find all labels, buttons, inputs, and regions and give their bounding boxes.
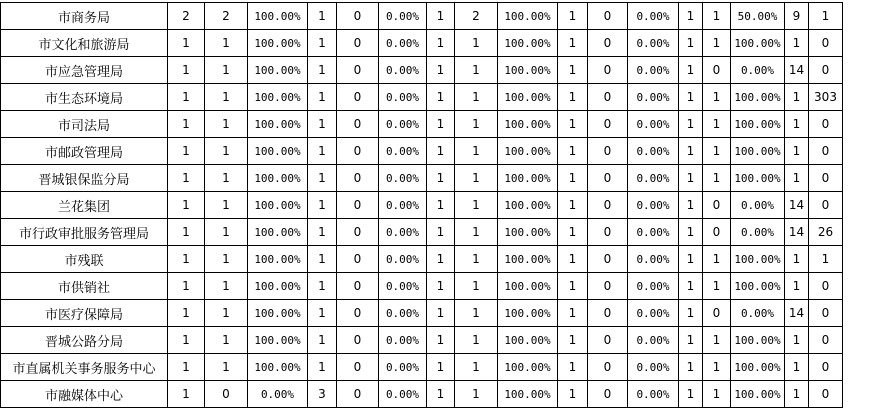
table-cell: 0.00% bbox=[379, 57, 427, 84]
table-cell: 1 bbox=[679, 354, 703, 381]
table-cell: 0.00% bbox=[379, 246, 427, 273]
unit-name-cell: 市文化和旅游局 bbox=[1, 30, 168, 57]
table-cell: 0 bbox=[337, 192, 379, 219]
table-cell: 100.00% bbox=[248, 111, 308, 138]
table-cell: 0 bbox=[703, 57, 731, 84]
unit-name-cell: 晋城公路分局 bbox=[1, 327, 168, 354]
table-cell: 100.00% bbox=[731, 165, 785, 192]
table-cell: 100.00% bbox=[248, 300, 308, 327]
table-cell: 1 bbox=[308, 273, 337, 300]
table-cell: 1 bbox=[703, 381, 731, 408]
table-cell: 2 bbox=[455, 3, 498, 30]
table-cell: 1 bbox=[703, 111, 731, 138]
table-cell: 1 bbox=[427, 246, 455, 273]
table-cell: 1 bbox=[558, 354, 588, 381]
table-cell: 1 bbox=[427, 30, 455, 57]
table-cell: 0 bbox=[588, 246, 628, 273]
unit-name-cell: 市行政审批服务管理局 bbox=[1, 219, 168, 246]
unit-name-cell: 晋城银保监分局 bbox=[1, 165, 168, 192]
table-cell: 100.00% bbox=[248, 273, 308, 300]
table-cell: 1 bbox=[785, 84, 809, 111]
table-cell: 303 bbox=[809, 84, 843, 111]
unit-name-cell: 市应急管理局 bbox=[1, 57, 168, 84]
table-cell: 0 bbox=[703, 192, 731, 219]
table-cell: 0.00% bbox=[628, 111, 679, 138]
table-cell: 1 bbox=[679, 273, 703, 300]
table-cell: 0.00% bbox=[379, 381, 427, 408]
table-cell: 0 bbox=[809, 354, 843, 381]
table-cell: 100.00% bbox=[498, 84, 558, 111]
table-cell: 9 bbox=[785, 3, 809, 30]
table-cell: 1 bbox=[679, 138, 703, 165]
table-cell: 1 bbox=[558, 300, 588, 327]
table-cell: 0 bbox=[703, 300, 731, 327]
table-cell: 0.00% bbox=[379, 327, 427, 354]
table-cell: 1 bbox=[785, 354, 809, 381]
unit-name-cell: 市邮政管理局 bbox=[1, 138, 168, 165]
table-cell: 100.00% bbox=[498, 3, 558, 30]
table-body bbox=[1, 3, 843, 408]
table-cell: 1 bbox=[679, 300, 703, 327]
table-cell: 1 bbox=[168, 246, 205, 273]
table-cell: 1 bbox=[679, 381, 703, 408]
table-cell: 1 bbox=[168, 57, 205, 84]
table-cell: 1 bbox=[168, 354, 205, 381]
table-cell: 0 bbox=[337, 84, 379, 111]
table-cell: 100.00% bbox=[498, 246, 558, 273]
table-cell: 100.00% bbox=[731, 138, 785, 165]
table-cell: 1 bbox=[308, 30, 337, 57]
table-cell: 1 bbox=[455, 381, 498, 408]
table-cell: 1 bbox=[558, 111, 588, 138]
table-row bbox=[1, 138, 843, 165]
table-cell: 1 bbox=[558, 84, 588, 111]
table-cell: 1 bbox=[205, 165, 248, 192]
table-cell: 100.00% bbox=[731, 354, 785, 381]
table-cell: 1 bbox=[679, 165, 703, 192]
table-cell: 0 bbox=[809, 57, 843, 84]
table-cell: 0 bbox=[703, 219, 731, 246]
table-cell: 1 bbox=[558, 138, 588, 165]
table-cell: 1 bbox=[455, 273, 498, 300]
table-cell: 100.00% bbox=[498, 381, 558, 408]
table-cell: 1 bbox=[205, 192, 248, 219]
table-cell: 0 bbox=[337, 246, 379, 273]
table-cell: 0.00% bbox=[379, 165, 427, 192]
table-cell: 1 bbox=[455, 138, 498, 165]
table-cell: 0.00% bbox=[731, 57, 785, 84]
table-cell: 1 bbox=[308, 165, 337, 192]
table-cell: 100.00% bbox=[248, 327, 308, 354]
table-cell: 0 bbox=[337, 381, 379, 408]
table-cell: 1 bbox=[455, 30, 498, 57]
table-cell: 1 bbox=[558, 381, 588, 408]
table-row bbox=[1, 192, 843, 219]
table-cell: 0 bbox=[337, 3, 379, 30]
table-cell: 1 bbox=[679, 327, 703, 354]
table-cell: 0 bbox=[588, 111, 628, 138]
table-cell: 0 bbox=[809, 273, 843, 300]
table-row bbox=[1, 30, 843, 57]
table-cell: 1 bbox=[679, 192, 703, 219]
table-cell: 100.00% bbox=[731, 111, 785, 138]
table-cell: 0 bbox=[588, 273, 628, 300]
table-cell: 1 bbox=[785, 111, 809, 138]
table-cell: 0.00% bbox=[379, 354, 427, 381]
table-row bbox=[1, 111, 843, 138]
table-cell: 100.00% bbox=[248, 30, 308, 57]
table-cell: 1 bbox=[168, 327, 205, 354]
table-row bbox=[1, 246, 843, 273]
table-cell: 0 bbox=[588, 192, 628, 219]
table-cell: 1 bbox=[205, 273, 248, 300]
table-cell: 0.00% bbox=[628, 354, 679, 381]
table-cell: 1 bbox=[558, 165, 588, 192]
table-cell: 1 bbox=[785, 165, 809, 192]
table-cell: 1 bbox=[205, 84, 248, 111]
table-cell: 1 bbox=[558, 246, 588, 273]
table-cell: 1 bbox=[205, 354, 248, 381]
table-cell: 1 bbox=[308, 84, 337, 111]
table-cell: 1 bbox=[558, 57, 588, 84]
table-cell: 100.00% bbox=[248, 165, 308, 192]
table-row bbox=[1, 354, 843, 381]
unit-name-cell: 市商务局 bbox=[1, 3, 168, 30]
table-cell: 0 bbox=[337, 30, 379, 57]
table-cell: 0 bbox=[809, 165, 843, 192]
table-cell: 0 bbox=[588, 57, 628, 84]
table-cell: 1 bbox=[703, 30, 731, 57]
table-cell: 1 bbox=[168, 111, 205, 138]
table-cell: 26 bbox=[809, 219, 843, 246]
unit-name-cell: 市生态环境局 bbox=[1, 84, 168, 111]
table-cell: 1 bbox=[168, 138, 205, 165]
table-cell: 0 bbox=[809, 192, 843, 219]
table-cell: 0 bbox=[588, 84, 628, 111]
table-cell: 1 bbox=[168, 84, 205, 111]
table-cell: 1 bbox=[308, 111, 337, 138]
table-cell: 1 bbox=[427, 300, 455, 327]
table-cell: 1 bbox=[308, 3, 337, 30]
table-cell: 1 bbox=[785, 246, 809, 273]
table-cell: 0.00% bbox=[628, 300, 679, 327]
table-cell: 1 bbox=[455, 246, 498, 273]
table-cell: 100.00% bbox=[498, 138, 558, 165]
table-cell: 0.00% bbox=[379, 138, 427, 165]
table-cell: 1 bbox=[427, 327, 455, 354]
table-cell: 1 bbox=[205, 111, 248, 138]
table-cell: 100.00% bbox=[248, 219, 308, 246]
table-row bbox=[1, 381, 843, 408]
table-cell: 100.00% bbox=[248, 192, 308, 219]
table-cell: 100.00% bbox=[248, 3, 308, 30]
table-cell: 0.00% bbox=[248, 381, 308, 408]
table-cell: 100.00% bbox=[498, 165, 558, 192]
table-cell: 1 bbox=[427, 57, 455, 84]
table-cell: 1 bbox=[427, 219, 455, 246]
table-cell: 1 bbox=[809, 3, 843, 30]
table-cell: 0.00% bbox=[379, 192, 427, 219]
table-cell: 0 bbox=[588, 3, 628, 30]
table-cell: 2 bbox=[168, 3, 205, 30]
table-cell: 1 bbox=[205, 300, 248, 327]
table-row bbox=[1, 300, 843, 327]
table-cell: 1 bbox=[205, 138, 248, 165]
table-cell: 0 bbox=[588, 354, 628, 381]
table-cell: 1 bbox=[703, 138, 731, 165]
table-cell: 0 bbox=[337, 138, 379, 165]
table-cell: 1 bbox=[679, 84, 703, 111]
table-cell: 100.00% bbox=[731, 273, 785, 300]
table-cell: 1 bbox=[455, 354, 498, 381]
table-cell: 100.00% bbox=[498, 111, 558, 138]
table-cell: 0 bbox=[337, 111, 379, 138]
table-cell: 100.00% bbox=[731, 84, 785, 111]
table-cell: 1 bbox=[168, 30, 205, 57]
table-cell: 0.00% bbox=[628, 327, 679, 354]
table-cell: 1 bbox=[558, 219, 588, 246]
table-cell: 100.00% bbox=[248, 246, 308, 273]
table-cell: 1 bbox=[455, 84, 498, 111]
table-cell: 1 bbox=[703, 3, 731, 30]
table-cell: 1 bbox=[558, 192, 588, 219]
table-cell: 1 bbox=[427, 111, 455, 138]
table-cell: 3 bbox=[308, 381, 337, 408]
table-cell: 0.00% bbox=[628, 57, 679, 84]
table-cell: 50.00% bbox=[731, 3, 785, 30]
table-cell: 1 bbox=[427, 84, 455, 111]
table-cell: 100.00% bbox=[248, 57, 308, 84]
table-row bbox=[1, 273, 843, 300]
table-cell: 0.00% bbox=[628, 219, 679, 246]
table-cell: 1 bbox=[703, 327, 731, 354]
table-cell: 0.00% bbox=[379, 84, 427, 111]
table-cell: 1 bbox=[205, 30, 248, 57]
table-cell: 0.00% bbox=[628, 246, 679, 273]
table-cell: 1 bbox=[205, 246, 248, 273]
table-cell: 0 bbox=[205, 381, 248, 408]
table-cell: 100.00% bbox=[731, 246, 785, 273]
table-row bbox=[1, 57, 843, 84]
table-cell: 0 bbox=[337, 327, 379, 354]
table-cell: 0 bbox=[337, 273, 379, 300]
table-cell: 0 bbox=[809, 138, 843, 165]
unit-name-cell: 市医疗保障局 bbox=[1, 300, 168, 327]
table-row bbox=[1, 165, 843, 192]
table-cell: 1 bbox=[168, 192, 205, 219]
table-cell: 0 bbox=[588, 165, 628, 192]
table-cell: 1 bbox=[558, 273, 588, 300]
table-cell: 0 bbox=[588, 219, 628, 246]
table-cell: 100.00% bbox=[498, 273, 558, 300]
table-cell: 1 bbox=[168, 300, 205, 327]
table-cell: 100.00% bbox=[498, 354, 558, 381]
table-cell: 0 bbox=[337, 165, 379, 192]
table-cell: 0 bbox=[809, 327, 843, 354]
table-cell: 1 bbox=[703, 246, 731, 273]
unit-name-cell: 兰花集团 bbox=[1, 192, 168, 219]
table-cell: 100.00% bbox=[248, 354, 308, 381]
table-cell: 0.00% bbox=[628, 30, 679, 57]
table-cell: 0.00% bbox=[731, 192, 785, 219]
table-cell: 1 bbox=[455, 327, 498, 354]
table-cell: 0 bbox=[588, 327, 628, 354]
table-cell: 1 bbox=[785, 138, 809, 165]
table-cell: 0.00% bbox=[628, 138, 679, 165]
table-cell: 14 bbox=[785, 219, 809, 246]
table-cell: 100.00% bbox=[498, 57, 558, 84]
table-cell: 0.00% bbox=[628, 165, 679, 192]
table-cell: 1 bbox=[703, 165, 731, 192]
table-cell: 0.00% bbox=[731, 300, 785, 327]
table-cell: 0.00% bbox=[628, 273, 679, 300]
table-cell: 1 bbox=[455, 192, 498, 219]
table-cell: 1 bbox=[168, 219, 205, 246]
table-cell: 100.00% bbox=[498, 219, 558, 246]
unit-name-cell: 市残联 bbox=[1, 246, 168, 273]
table-cell: 1 bbox=[558, 30, 588, 57]
table-cell: 100.00% bbox=[731, 327, 785, 354]
table-cell: 1 bbox=[427, 354, 455, 381]
table-cell: 1 bbox=[785, 381, 809, 408]
unit-name-cell: 市直属机关事务服务中心 bbox=[1, 354, 168, 381]
table-cell: 0 bbox=[337, 57, 379, 84]
table-cell: 0 bbox=[588, 30, 628, 57]
table-cell: 0 bbox=[809, 300, 843, 327]
table-cell: 100.00% bbox=[498, 300, 558, 327]
table-cell: 1 bbox=[427, 138, 455, 165]
table-cell: 1 bbox=[427, 3, 455, 30]
table-cell: 1 bbox=[455, 165, 498, 192]
table-cell: 1 bbox=[455, 57, 498, 84]
table-cell: 1 bbox=[308, 327, 337, 354]
table-cell: 1 bbox=[308, 246, 337, 273]
stats-table bbox=[0, 2, 843, 408]
table-cell: 100.00% bbox=[498, 192, 558, 219]
table-cell: 1 bbox=[427, 381, 455, 408]
table-cell: 1 bbox=[785, 30, 809, 57]
table-cell: 0 bbox=[809, 381, 843, 408]
table-cell: 0 bbox=[337, 354, 379, 381]
table-cell: 1 bbox=[455, 219, 498, 246]
table-cell: 100.00% bbox=[248, 84, 308, 111]
table-cell: 1 bbox=[679, 3, 703, 30]
unit-name-cell: 市融媒体中心 bbox=[1, 381, 168, 408]
table-cell: 1 bbox=[168, 381, 205, 408]
table-cell: 1 bbox=[168, 165, 205, 192]
table-cell: 1 bbox=[308, 192, 337, 219]
table-row bbox=[1, 3, 843, 30]
table-cell: 0.00% bbox=[379, 273, 427, 300]
table-cell: 0 bbox=[809, 111, 843, 138]
table-cell: 100.00% bbox=[498, 327, 558, 354]
table-row bbox=[1, 327, 843, 354]
table-cell: 0.00% bbox=[628, 84, 679, 111]
table-cell: 1 bbox=[703, 84, 731, 111]
table-cell: 0.00% bbox=[379, 219, 427, 246]
table-cell: 1 bbox=[679, 30, 703, 57]
table-cell: 1 bbox=[703, 273, 731, 300]
table-cell: 1 bbox=[809, 246, 843, 273]
table-cell: 0.00% bbox=[628, 381, 679, 408]
table-cell: 2 bbox=[205, 3, 248, 30]
table-cell: 1 bbox=[308, 57, 337, 84]
table-cell: 1 bbox=[785, 273, 809, 300]
table-cell: 0.00% bbox=[379, 300, 427, 327]
table-cell: 100.00% bbox=[248, 138, 308, 165]
table-cell: 0.00% bbox=[628, 192, 679, 219]
table-cell: 14 bbox=[785, 192, 809, 219]
table-cell: 1 bbox=[205, 327, 248, 354]
table-cell: 0 bbox=[588, 138, 628, 165]
table-cell: 1 bbox=[427, 165, 455, 192]
table-cell: 1 bbox=[679, 219, 703, 246]
table-cell: 1 bbox=[205, 219, 248, 246]
table-cell: 0.00% bbox=[379, 30, 427, 57]
table-cell: 1 bbox=[427, 273, 455, 300]
table-cell: 1 bbox=[205, 57, 248, 84]
table-cell: 100.00% bbox=[731, 30, 785, 57]
table-cell: 0 bbox=[809, 30, 843, 57]
table-cell: 1 bbox=[308, 138, 337, 165]
table-cell: 1 bbox=[455, 111, 498, 138]
table-cell: 1 bbox=[679, 57, 703, 84]
table-cell: 14 bbox=[785, 57, 809, 84]
table-cell: 1 bbox=[679, 246, 703, 273]
table-cell: 100.00% bbox=[498, 30, 558, 57]
table-cell: 1 bbox=[558, 327, 588, 354]
table-cell: 1 bbox=[308, 354, 337, 381]
unit-name-cell: 市供销社 bbox=[1, 273, 168, 300]
unit-name-cell: 市司法局 bbox=[1, 111, 168, 138]
table-cell: 1 bbox=[308, 300, 337, 327]
table-row bbox=[1, 84, 843, 111]
table-cell: 0 bbox=[337, 219, 379, 246]
table-cell: 0.00% bbox=[731, 219, 785, 246]
table-cell: 0 bbox=[337, 300, 379, 327]
table-cell: 1 bbox=[679, 111, 703, 138]
table-cell: 1 bbox=[558, 3, 588, 30]
table-row bbox=[1, 219, 843, 246]
table-cell: 0 bbox=[588, 300, 628, 327]
table-cell: 0 bbox=[588, 381, 628, 408]
table-cell: 100.00% bbox=[731, 381, 785, 408]
table-cell: 1 bbox=[785, 327, 809, 354]
table-cell: 1 bbox=[703, 354, 731, 381]
table-cell: 0.00% bbox=[628, 3, 679, 30]
table-cell: 14 bbox=[785, 300, 809, 327]
table-cell: 1 bbox=[308, 219, 337, 246]
table-cell: 1 bbox=[168, 273, 205, 300]
table-cell: 0.00% bbox=[379, 111, 427, 138]
table-cell: 1 bbox=[427, 192, 455, 219]
table-cell: 0.00% bbox=[379, 3, 427, 30]
table-cell: 1 bbox=[455, 300, 498, 327]
